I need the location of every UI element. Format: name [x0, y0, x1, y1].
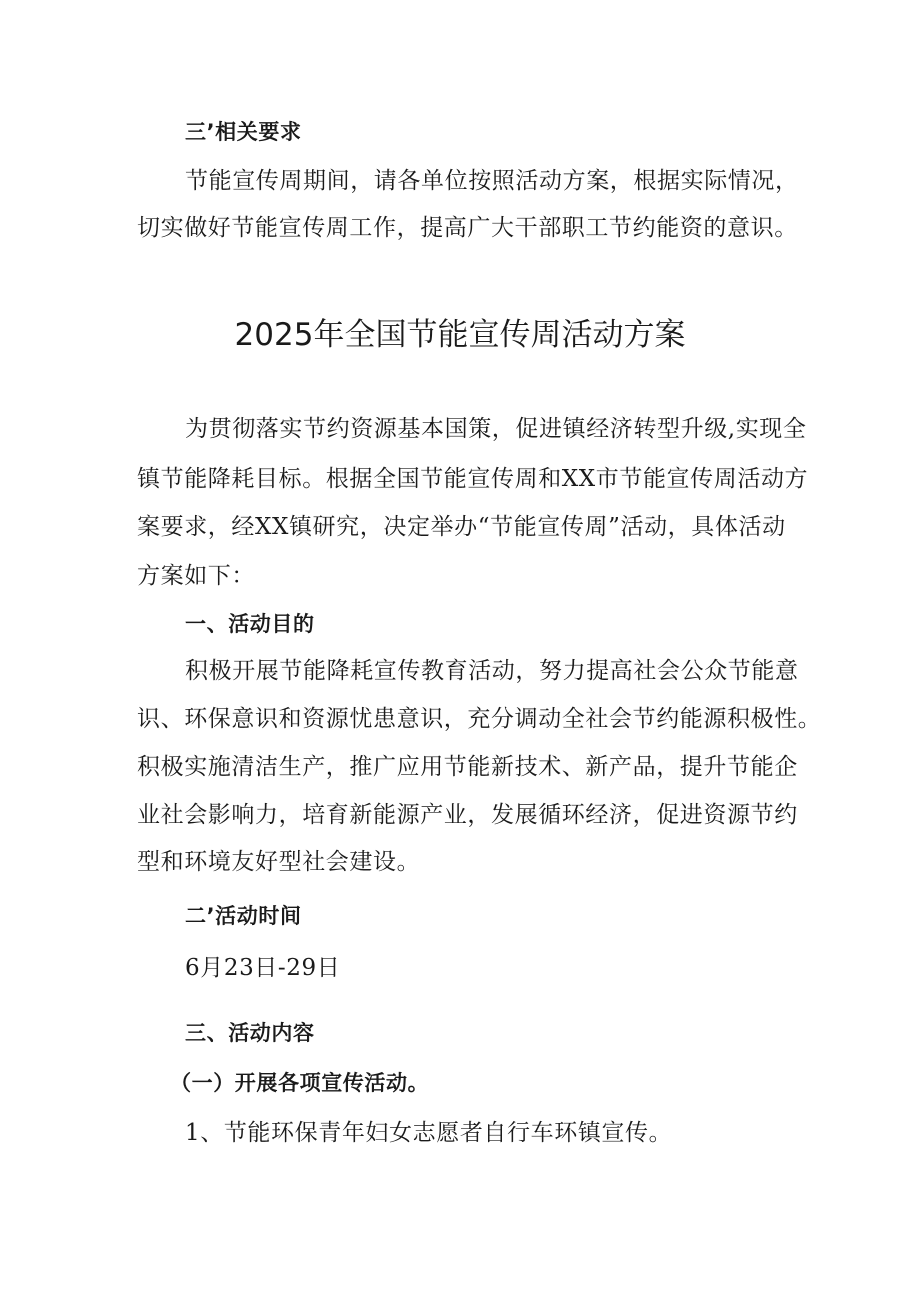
paragraph-line: 切实做好节能宣传周工作，提高广大干部职工节约能资的意识。	[137, 215, 798, 241]
intro-line: 方案如下：	[137, 563, 255, 589]
purpose-line: 积极开展节能降耗宣传教育活动，努力提高社会公众节能意	[185, 658, 799, 684]
intro-line: 为贯彻落实节约资源基本国策，促进镇经济转型升级,实现全	[185, 416, 807, 442]
activity-date: 6月23日-29日	[185, 955, 341, 981]
purpose-line: 型和环境友好型社会建设。	[137, 849, 421, 875]
document-title: 2025年全国节能宣传周活动方案	[234, 317, 686, 353]
intro-line: 镇节能降耗目标。根据全国节能宣传周和XX市节能宣传周活动方	[137, 466, 809, 492]
intro-line: 案要求，经XX镇研究，决定举办“节能宣传周”活动，具体活动	[137, 514, 786, 540]
section-heading-content: 三、活动内容	[185, 1021, 315, 1045]
purpose-line: 业社会影响力，培育新能源产业，发展循环经济，促进资源节约	[137, 802, 798, 828]
section-heading-time: 二’活动时间	[185, 904, 302, 928]
subsection-heading: （一）开展各项宣传活动。	[170, 1071, 430, 1095]
purpose-line: 积极实施清洁生产，推广应用节能新技术、新产品，提升节能企	[137, 754, 798, 780]
purpose-line: 识、环保意识和资源忧患意识，充分调动全社会节约能源积极性。	[137, 706, 822, 732]
paragraph-line: 节能宣传周期间，请各单位按照活动方案，根据实际情况，	[185, 168, 799, 194]
list-item: 1、节能环保青年妇女志愿者自行车环镇宣传。	[185, 1120, 673, 1146]
section-heading-requirements: 三’相关要求	[185, 120, 302, 144]
section-heading-purpose: 一、活动目的	[185, 612, 315, 636]
